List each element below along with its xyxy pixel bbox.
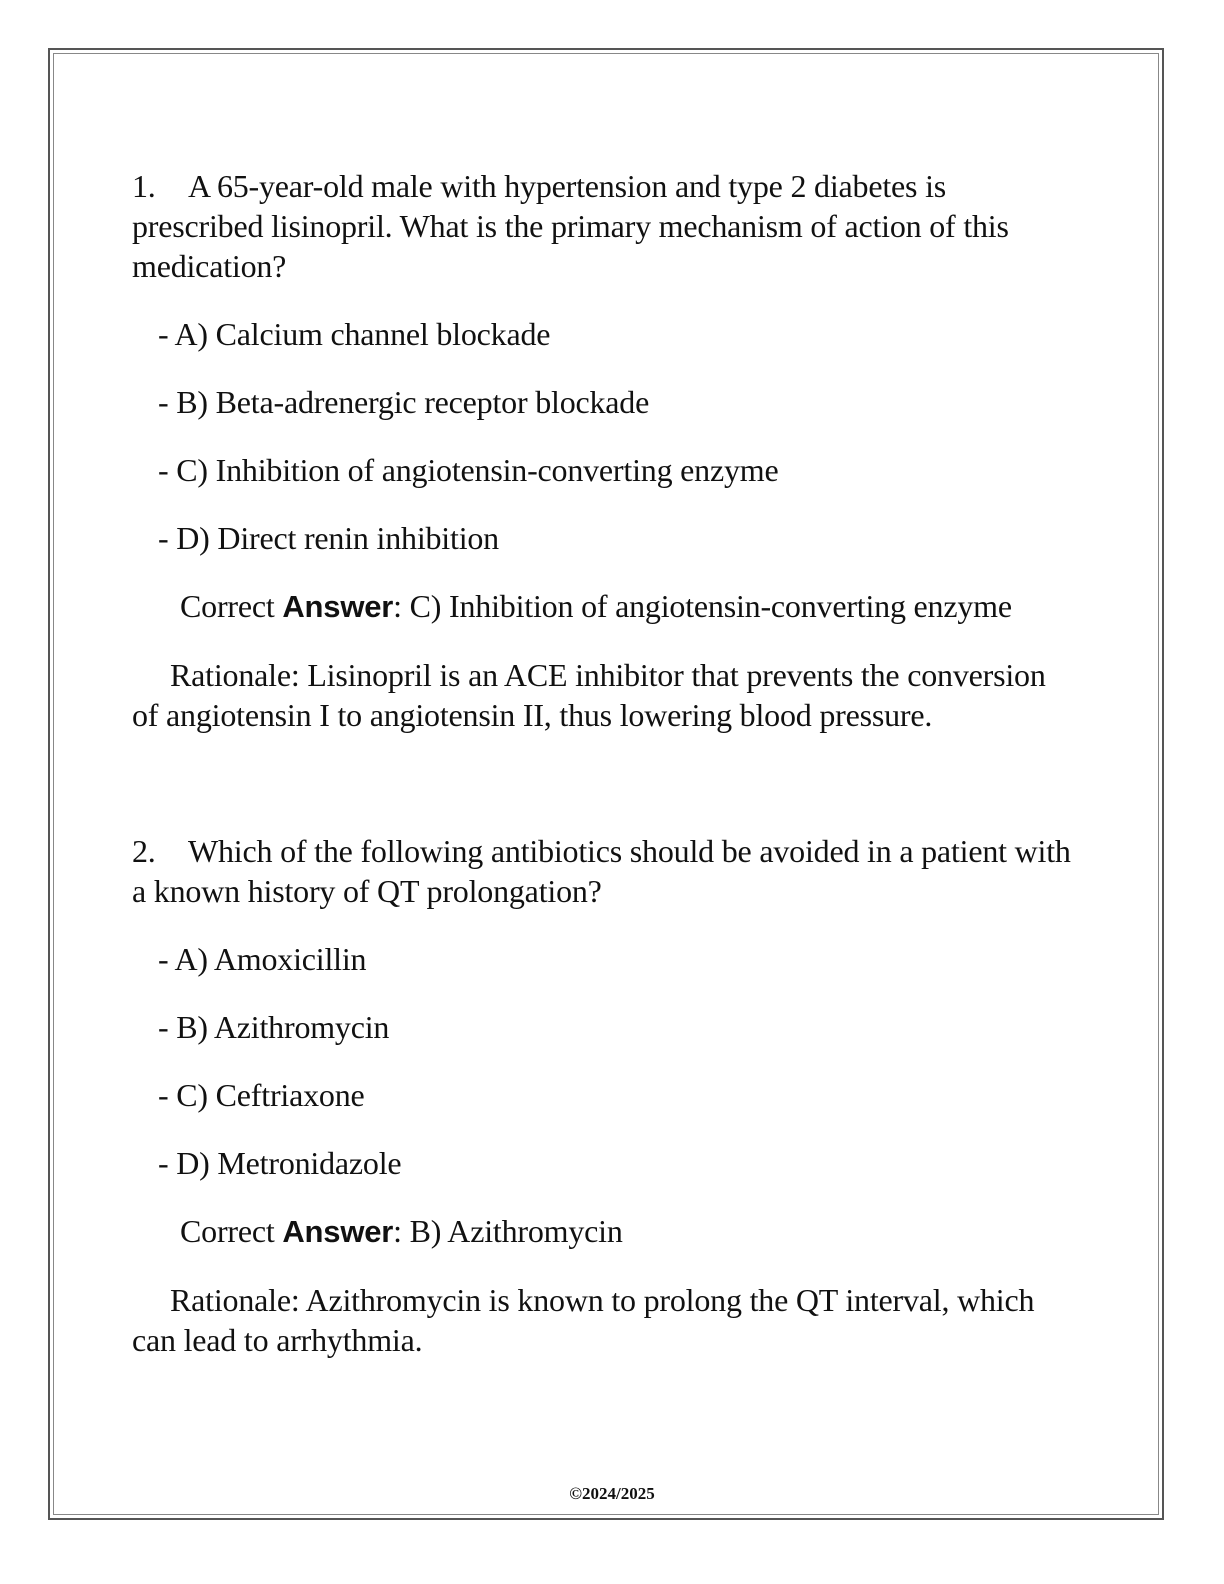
question-block-1 xyxy=(132,166,1072,735)
question-2-answer-text: : B) Azithromycin xyxy=(393,1213,623,1249)
question-2-option-c: - C) Ceftriaxone xyxy=(158,1077,365,1113)
question-1-answer-word: Answer xyxy=(282,589,394,624)
question-1-stem: A 65-year-old male with hypertension and type 2 diabetes is prescribed lisinopril. What is the primary mechanism of action of this medication? xyxy=(132,168,1009,284)
question-1-option-d: - D) Direct renin inhibition xyxy=(158,520,499,556)
question-1-option-c: - C) Inhibition of angiotensin-converting enzyme xyxy=(158,452,779,488)
page-footer-copyright: ©2024/2025 xyxy=(569,1484,655,1503)
question-1-text xyxy=(132,166,1072,286)
question-2-answer xyxy=(132,1211,1072,1252)
question-2-option-a: - A) Amoxicillin xyxy=(158,941,367,977)
question-1-rationale: Rationale: Lisinopril is an ACE inhibitor that prevents the conversion of angiotensin I to angiotensin II, thus lowering blood pressure. xyxy=(132,657,1046,733)
question-2-number: 2. xyxy=(132,833,156,869)
question-2-answer-word: Answer xyxy=(282,1214,394,1249)
question-2-text xyxy=(132,831,1072,911)
question-2-option-d: - D) Metronidazole xyxy=(158,1145,402,1181)
question-block-2 xyxy=(132,831,1072,1360)
question-1-answer-text: : C) Inhibition of angiotensin-converting enzyme xyxy=(393,588,1012,624)
question-1-option-b: - B) Beta-adrenergic receptor blockade xyxy=(158,384,650,420)
question-2-stem: Which of the following antibiotics should be avoided in a patient with a known history of QT prolongation? xyxy=(132,833,1071,909)
question-1-option-a: - A) Calcium channel blockade xyxy=(158,316,551,352)
question-2-answer-prefix: Correct xyxy=(180,1213,283,1249)
question-1-number: 1. xyxy=(132,168,156,204)
question-2-rationale: Rationale: Azithromycin is known to prolong the QT interval, which can lead to arrhythmia. xyxy=(132,1282,1035,1358)
question-2-option-b: - B) Azithromycin xyxy=(158,1009,390,1045)
question-1-answer-prefix: Correct xyxy=(180,588,283,624)
question-1-answer xyxy=(132,586,1072,627)
page-content xyxy=(132,166,1072,1360)
